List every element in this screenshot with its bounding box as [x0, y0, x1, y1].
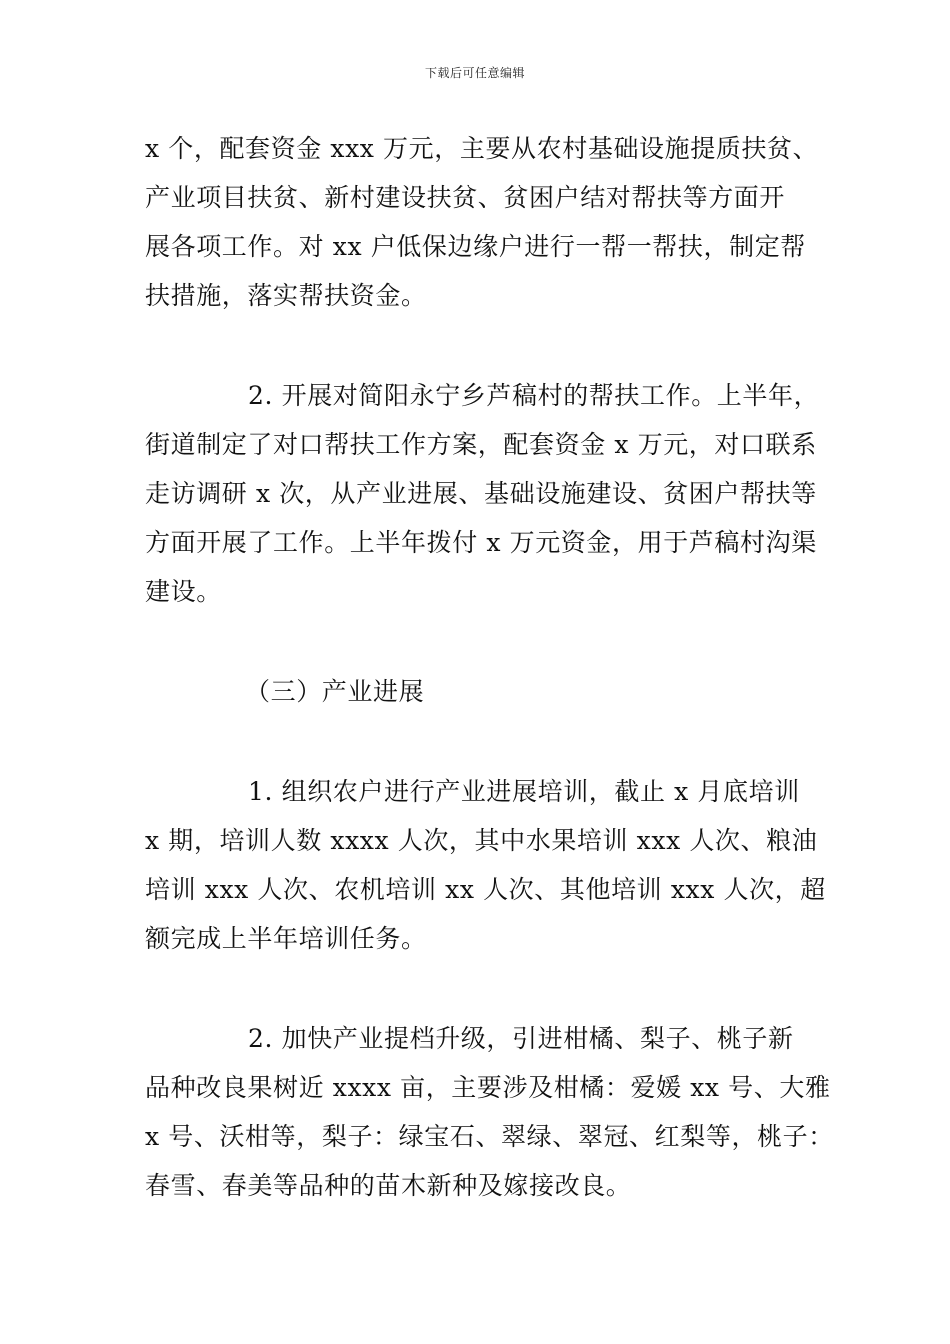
text-line: x 号、沃柑等，梨子：绿宝石、翠绿、翠冠、红梨等，桃子： — [145, 1122, 834, 1151]
text-line: x 期，培训人数 xxxx 人次，其中水果培训 xxx 人次、粮油 — [145, 826, 818, 855]
section-heading-industry — [145, 667, 825, 716]
paragraph-poverty-relief-continued — [145, 124, 825, 320]
paragraph-training — [145, 767, 825, 963]
text-line: 建设。 — [145, 577, 222, 606]
text-line: 春雪、春美等品种的苗木新种及嫁接改良。 — [145, 1171, 632, 1200]
text-line: 2. 开展对简阳永宁乡芦稿村的帮扶工作。上半年， — [248, 381, 820, 410]
text-line: 培训 xxx 人次、农机培训 xx 人次、其他培训 xxx 人次，超 — [145, 875, 826, 904]
text-line: 展各项工作。对 xx 户低保边缘户进行一帮一帮扶，制定帮 — [145, 232, 806, 261]
text-line: 2. 加快产业提档升级，引进柑橘、梨子、桃子新 — [248, 1024, 794, 1053]
text-line: 1. 组织农户进行产业进展培训，截止 x 月底培训 — [248, 777, 800, 806]
document-body — [145, 124, 834, 1261]
text-line: x 个，配套资金 xxx 万元，主要从农村基础设施提质扶贫、 — [145, 134, 819, 163]
text-line: 扶措施，落实帮扶资金。 — [145, 281, 427, 310]
page-header: 下载后可任意编辑 — [424, 66, 525, 80]
section-heading: （三）产业进展 — [245, 677, 425, 706]
text-line: 走访调研 x 次，从产业进展、基础设施建设、贫困户帮扶等 — [145, 479, 817, 508]
text-line: 额完成上半年培训任务。 — [145, 924, 427, 953]
text-line: 产业项目扶贫、新村建设扶贫、贫困户结对帮扶等方面开 — [145, 183, 786, 212]
text-line: 街道制定了对口帮扶工作方案，配套资金 x 万元，对口联系 — [145, 430, 817, 459]
text-line: 方面开展了工作。上半年拨付 x 万元资金，用于芦稿村沟渠 — [145, 528, 817, 557]
paragraph-jianyang-assistance — [145, 371, 825, 616]
text-line: 品种改良果树近 xxxx 亩，主要涉及柑橘：爱媛 xx 号、大雅 — [145, 1073, 831, 1102]
paragraph-industry-upgrade — [145, 1014, 834, 1210]
